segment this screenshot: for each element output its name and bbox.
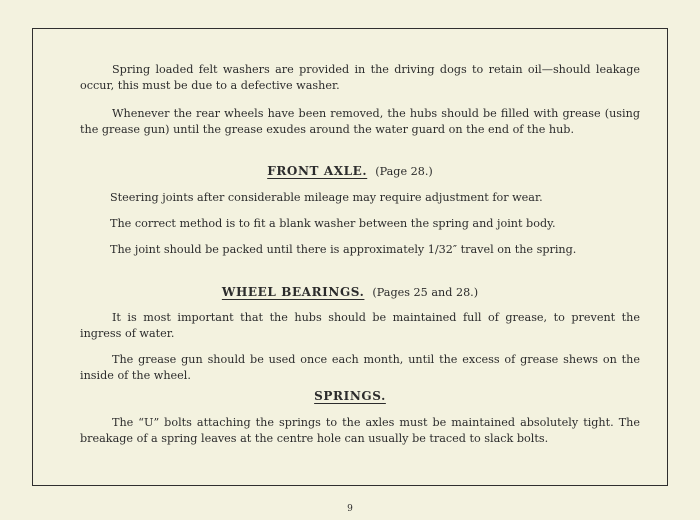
springs-paragraph: The “U” bolts attaching the springs to the axles must be maintained absolutely tight. The breakage of a spring leaves at the centre hole can usually be traced to slack bolts. xyxy=(80,416,640,445)
springs-heading xyxy=(0,388,700,404)
front-axle-title: FRONT AXLE. xyxy=(267,164,368,178)
felt-washers-paragraph: Spring loaded felt washers are provided in the driving dogs to retain oil—should leakage occur, this must be due to a defective washer. xyxy=(80,63,640,92)
wheel-bearings-paragraph-2: The grease gun should be used once each month, until the excess of grease shews on the inside of the wheel. xyxy=(80,353,640,382)
wheel-bearings-paragraph-1: It is most important that the hubs should be maintained full of grease, to prevent the ingress of water. xyxy=(80,311,640,340)
front-axle-line-2: The correct method is to fit a blank washer between the spring and joint body. xyxy=(110,217,556,230)
front-axle-heading xyxy=(0,163,700,180)
front-axle-line-3: The joint should be packed until there is approximately 1/32″ travel on the spring. xyxy=(110,243,577,256)
front-axle-page-ref: (Page 28.) xyxy=(375,165,433,178)
front-axle-line-1: Steering joints after considerable mileage may require adjustment for wear. xyxy=(110,191,543,204)
rear-wheels-paragraph: Whenever the rear wheels have been removed, the hubs should be filled with grease (using the grease gun) until the grease exudes around the water guard on the end of the hub. xyxy=(80,107,640,136)
wheel-bearings-heading xyxy=(0,284,700,301)
page-number: 9 xyxy=(347,504,353,514)
springs-title: SPRINGS. xyxy=(314,389,386,403)
wheel-bearings-page-ref: (Pages 25 and 28.) xyxy=(372,286,479,299)
wheel-bearings-title: WHEEL BEARINGS. xyxy=(221,285,365,299)
